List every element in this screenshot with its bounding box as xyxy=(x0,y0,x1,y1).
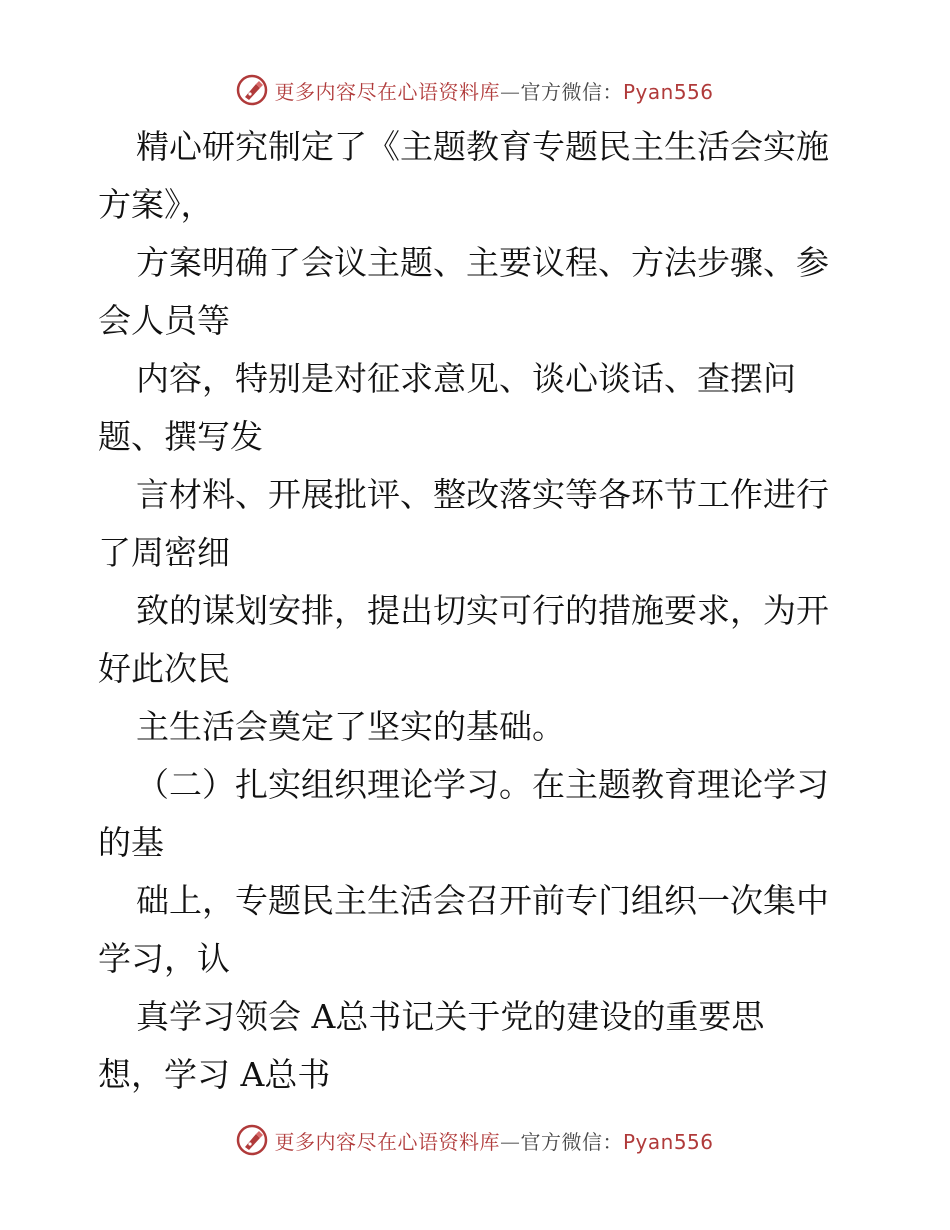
watermark-group xyxy=(236,1124,713,1156)
watermark-text: 更多内容尽在心语资料库 xyxy=(274,1129,500,1154)
watermark-wechat-id: Pyan556 xyxy=(622,79,714,104)
text-line: 内容，特别是对征求意见、谈心谈话、查摆问 xyxy=(136,359,796,398)
watermark-separator: — xyxy=(499,79,521,104)
watermark-wechat-id: Pyan556 xyxy=(622,1129,714,1154)
watermark-text-block xyxy=(274,1126,713,1155)
watermark-text: 更多内容尽在心语资料库 xyxy=(274,79,500,104)
pen-nib-icon xyxy=(236,1124,268,1156)
text-line: 础上，专题民主生活会召开前专门组织一次集中 xyxy=(136,881,829,920)
text-line: 好此次民 xyxy=(98,649,230,688)
text-line: 主生活会奠定了坚实的基础。 xyxy=(136,707,565,746)
text-line: 方案》， xyxy=(98,185,214,224)
watermark-separator: — xyxy=(499,1129,521,1154)
text-line: 想，学习 A总书 xyxy=(98,1055,331,1094)
watermark-wechat-label: 官方微信： xyxy=(520,79,623,104)
header-watermark xyxy=(0,70,950,110)
text-line: 精心研究制定了《主题教育专题民主生活会实施 xyxy=(136,127,829,166)
text-line: 了周密细 xyxy=(98,533,230,572)
text-line: 言材料、开展批评、整改落实等各环节工作进行 xyxy=(136,475,829,514)
text-line: 学习，认 xyxy=(98,939,230,978)
text-line: 的基 xyxy=(98,823,164,862)
text-line: 真学习领会 A总书记关于党的建设的重要思 xyxy=(136,997,765,1036)
watermark-wechat-label: 官方微信： xyxy=(520,1129,623,1154)
text-line: 方案明确了会议主题、主要议程、方法步骤、参 xyxy=(136,243,829,282)
watermark-group xyxy=(236,74,713,106)
text-line: 会人员等 xyxy=(98,301,230,340)
text-line: （二）扎实组织理论学习。在主题教育理论学习 xyxy=(136,765,829,804)
text-line: 题、撰写发 xyxy=(98,417,263,456)
text-line: 致的谋划安排，提出切实可行的措施要求，为开 xyxy=(136,591,829,630)
pen-nib-icon xyxy=(236,74,268,106)
document-body xyxy=(98,118,858,1104)
watermark-text-block xyxy=(274,76,713,105)
footer-watermark xyxy=(0,1120,950,1160)
